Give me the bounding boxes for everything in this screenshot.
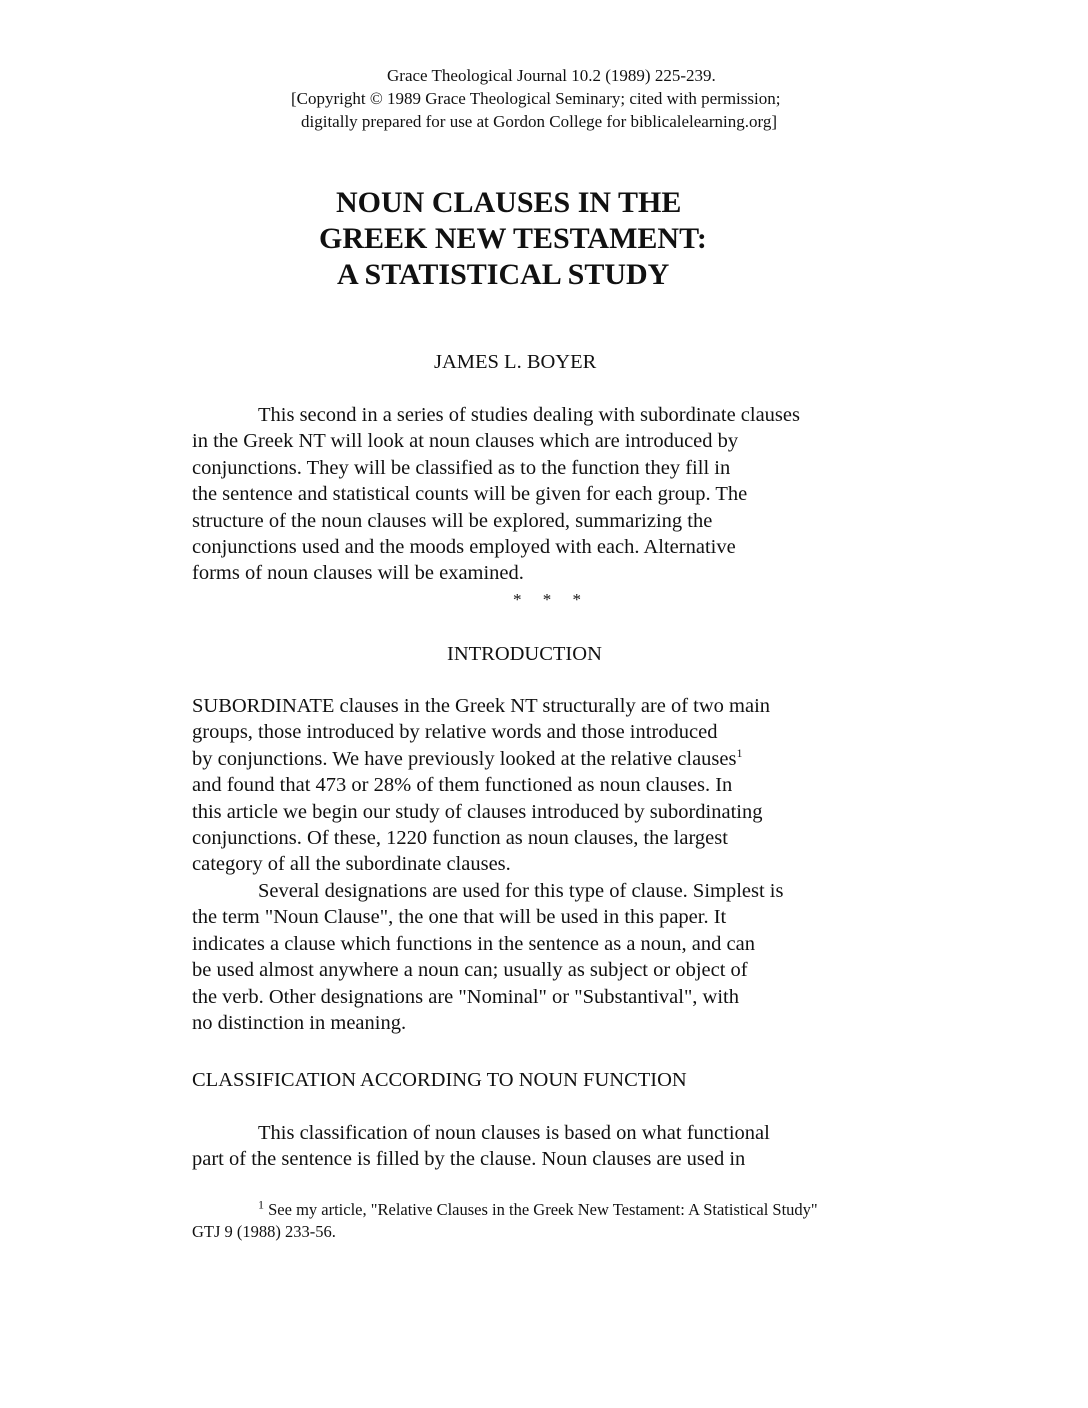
title-line-3: A STATISTICAL STUDY (337, 258, 670, 291)
footnote-number: 1 (258, 1197, 264, 1212)
footnote-text: See my article, "Relative Clauses in the Greek New Testament: A Statistical Study" (268, 1200, 818, 1219)
digital-notice (301, 110, 777, 133)
paragraph-line: groups, those introduced by relative words and those introduced (192, 721, 718, 744)
journal-line: Grace Theological Journal 10.2 (1989) 225-239. (387, 66, 716, 85)
paragraph-line: the term "Noun Clause", the one that will be used in this paper. It (192, 906, 727, 929)
paragraph-line: conjunctions. Of these, 1220 function as noun clauses, the largest (192, 827, 728, 850)
paragraph-line: this article we begin our study of clauses introduced by subordinating (192, 800, 763, 823)
copyright-notice (291, 87, 780, 110)
introduction-paragraph-2 (192, 878, 783, 1036)
paragraph-line: be used almost anywhere a noun can; usually as subject or object of (192, 959, 748, 982)
paragraph-line: This classification of noun clauses is based on what functional (258, 1122, 770, 1144)
title-line-2: GREEK NEW TESTAMENT: (319, 222, 707, 255)
paragraph-line: Several designations are used for this type of clause. Simplest is (258, 880, 784, 902)
paragraph-line: category of all the subordinate clauses. (192, 853, 511, 876)
paragraph-line: and found that 473 or 28% of them functioned as noun clauses. In (192, 774, 733, 797)
section-separator: * * * (513, 590, 581, 609)
abstract-line: in the Greek NT will look at noun clauses which are introduced by (192, 430, 739, 453)
abstract-line: the sentence and statistical counts will be given for each group. The (192, 483, 748, 506)
footnote-line-2: GTJ 9 (1988) 233-56. (192, 1222, 336, 1241)
introduction-heading: INTRODUCTION (447, 643, 602, 665)
paragraph-line: SUBORDINATE clauses in the Greek NT structurally are of two main (192, 695, 771, 717)
abstract-line: conjunctions. They will be classified as to the function they fill in (192, 456, 731, 479)
classification-heading: CLASSIFICATION ACCORDING TO NOUN FUNCTION (192, 1069, 687, 1091)
paragraph-line: by conjunctions. We have previously looked at the relative clauses (192, 747, 737, 770)
copyright-line: [Copyright © 1989 Grace Theological Seminary; cited with permission; (291, 89, 781, 108)
paragraph-line: the verb. Other designations are "Nominal" or "Substantival", with (192, 985, 740, 1008)
abstract-line: conjunctions used and the moods employed with each. Alternative (192, 536, 736, 559)
author-name: JAMES L. BOYER (434, 351, 597, 373)
footnote-reference[interactable]: 1 (736, 745, 743, 760)
classification-paragraph (192, 1120, 770, 1173)
abstract-line: This second in a series of studies dealing with subordinate clauses (258, 404, 800, 426)
abstract-line: structure of the noun clauses will be explored, summarizing the (192, 509, 713, 532)
introduction-paragraph-1 (192, 693, 770, 878)
footnote-line-1 (192, 1199, 818, 1221)
footnote (192, 1199, 818, 1243)
title-line-1: NOUN CLAUSES IN THE (336, 186, 682, 219)
journal-citation (387, 64, 716, 87)
abstract (192, 402, 800, 587)
digital-line: digitally prepared for use at Gordon College for biblicalelearning.org] (301, 112, 777, 131)
abstract-line: forms of noun clauses will be examined. (192, 562, 524, 585)
paragraph-line: part of the sentence is filled by the clause. Noun clauses are used in (192, 1148, 746, 1171)
paragraph-line-with-footnote (192, 746, 770, 772)
paragraph-line: indicates a clause which functions in the sentence as a noun, and can (192, 932, 755, 955)
paragraph-line: no distinction in meaning. (192, 1012, 407, 1035)
